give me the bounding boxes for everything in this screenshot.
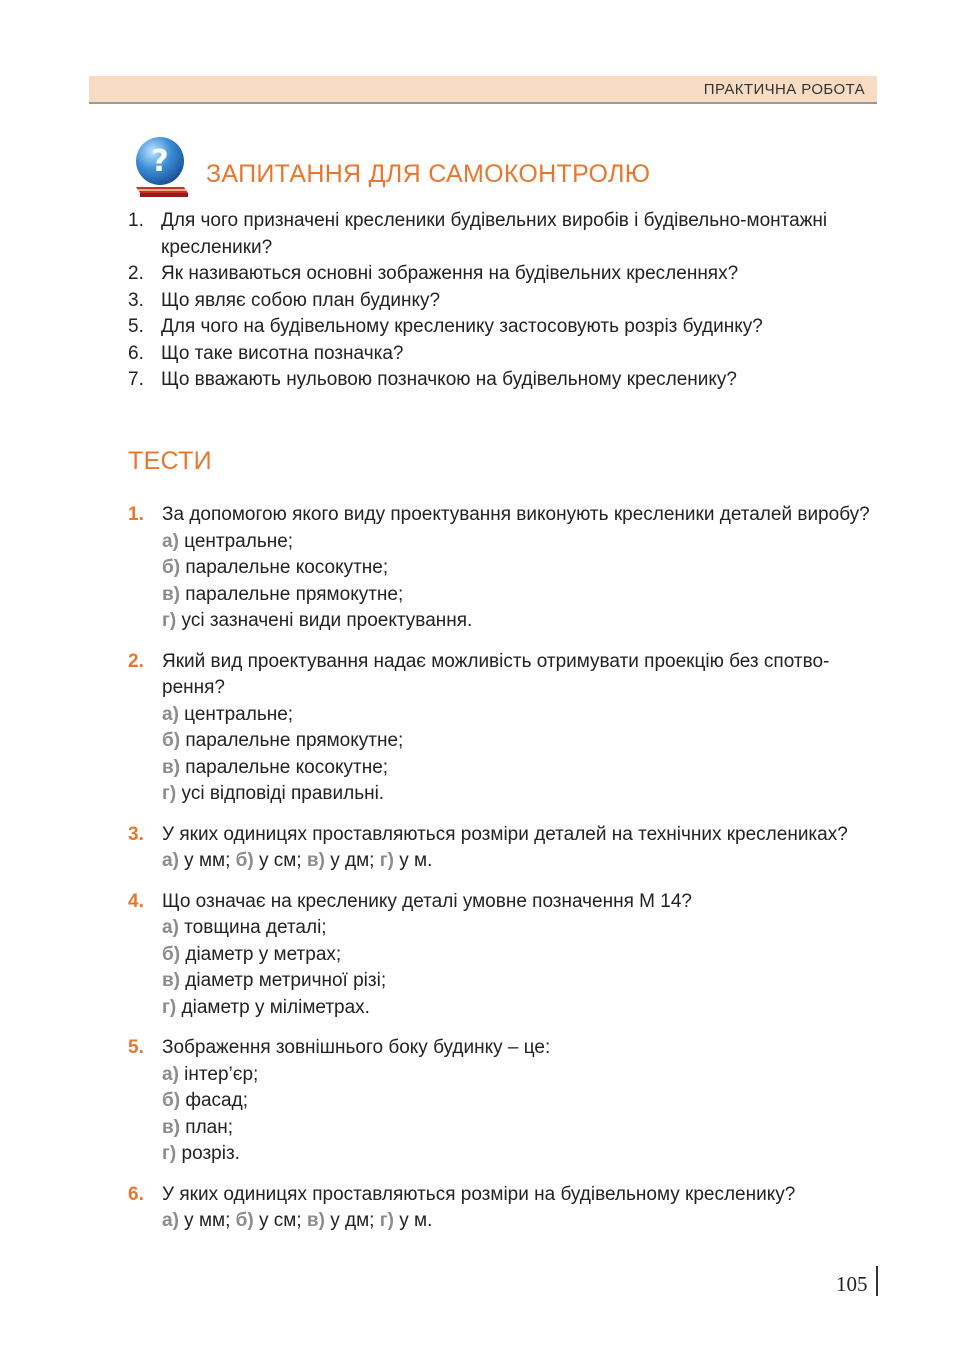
option [162, 608, 880, 635]
test-item [128, 502, 880, 635]
option-text: у дм; [324, 1210, 380, 1231]
test-number: 2. [128, 650, 144, 672]
option-letter: а) [162, 1210, 179, 1231]
item-text: Що вважають нульовою позначкою на будівельному кресленику? [161, 369, 738, 390]
list-item [128, 367, 880, 394]
test-question: Зображення зовнішнього боку будинку – це: [162, 1037, 551, 1058]
tests-title: ТЕСТИ [128, 447, 212, 475]
option-text: у мм; [178, 850, 236, 871]
option-text: інтер’єр; [178, 1063, 259, 1085]
option-letter: г) [162, 996, 177, 1018]
test-question: За допомогою якого виду проектування виконують кресленики деталей виробу? [162, 504, 870, 525]
option-letter: г) [162, 610, 177, 631]
option-letter: а) [162, 1063, 179, 1085]
option-text: центральне; [178, 703, 294, 725]
option-text: паралельне косокутне; [180, 756, 389, 778]
option-text: план; [180, 1116, 234, 1138]
test-number: 3. [128, 823, 144, 845]
option [162, 968, 880, 995]
option-text: у м. [393, 1210, 433, 1231]
option-letter: г) [162, 1143, 177, 1164]
option-text: розріз. [176, 1143, 240, 1164]
option-text: товщина деталі; [178, 917, 327, 938]
header-bar [89, 76, 877, 104]
list-item [128, 288, 880, 315]
self-control-title: ЗАПИТАННЯ ДЛЯ САМОКОНТРОЛЮ [206, 160, 651, 188]
option-text: фасад; [180, 1090, 248, 1111]
option-letter: г) [379, 1210, 394, 1231]
test-question: У яких одиницях проставляються розміри на будівельному кресленику? [162, 1183, 796, 1205]
test-item [128, 1035, 880, 1168]
option-text: паралельне прямокутне; [180, 583, 404, 605]
option-letter: в) [162, 970, 181, 991]
page-number-rule [876, 1266, 878, 1296]
test-number: 5. [128, 1037, 144, 1058]
inline-options [162, 1208, 880, 1235]
item-text: Що таке висотна позначка? [161, 342, 404, 364]
option-letter: б) [162, 557, 181, 578]
option-letter: в) [162, 756, 181, 778]
test-number: 1. [128, 504, 144, 525]
test-item [128, 1182, 880, 1235]
option-letter: а) [162, 530, 179, 552]
item-text: Для чого на будівельному кресленику застосовують розріз будинку? [161, 316, 763, 337]
item-number: 3. [128, 289, 144, 311]
option-letter: а) [162, 917, 179, 938]
option-letter: г) [379, 850, 394, 871]
option-text: паралельне прямокутне; [180, 730, 404, 751]
inline-options [162, 848, 880, 875]
question-mark-book-icon [128, 135, 194, 201]
option-letter: г) [162, 783, 177, 804]
self-control-list [128, 208, 880, 394]
option-text: діаметр у міліметрах. [176, 996, 370, 1018]
option-letter: б) [162, 730, 181, 751]
list-item [128, 341, 880, 368]
option [162, 582, 880, 609]
option-text: усі відповіді правильні. [176, 783, 385, 804]
option [162, 555, 880, 582]
option-text: у см; [253, 850, 307, 871]
item-number: 2. [128, 263, 144, 284]
item-text: Для чого призначені кресленики будівельних виробів і будівельно-монтажні кресленики? [161, 210, 828, 258]
list-item [128, 261, 880, 288]
item-text: Що являє собою план будинку? [161, 289, 441, 311]
test-item [128, 822, 880, 875]
option-letter: б) [162, 943, 181, 965]
option-text: паралельне косокутне; [180, 557, 389, 578]
option-text: діаметр метричної різі; [180, 970, 387, 991]
option-letter: б) [235, 850, 254, 871]
option-text: у мм; [178, 1210, 236, 1231]
list-item [128, 208, 880, 261]
option [162, 1141, 880, 1168]
option [162, 1115, 880, 1142]
option-text: у дм; [324, 850, 380, 871]
tests-list [128, 502, 880, 1249]
option [162, 995, 880, 1022]
item-text: Як називаються основні зображення на будівельних кресленнях? [161, 263, 739, 284]
option [162, 728, 880, 755]
test-question: У яких одиницях проставляються розміри деталей на технічних креслениках? [162, 823, 848, 845]
option [162, 755, 880, 782]
test-number: 6. [128, 1183, 144, 1205]
option [162, 781, 880, 808]
option-letter: б) [235, 1210, 254, 1231]
option [162, 942, 880, 969]
option-text: центральне; [178, 530, 294, 552]
option [162, 1062, 880, 1089]
option-text: усі зазначені види проектування. [176, 610, 473, 631]
page-number: 105 [836, 1272, 868, 1296]
option-letter: в) [306, 1210, 325, 1231]
option-letter: в) [162, 583, 181, 605]
option [162, 529, 880, 556]
test-number: 4. [128, 890, 144, 912]
option-letter: в) [306, 850, 325, 871]
svg-text:?: ? [151, 144, 169, 179]
list-item [128, 314, 880, 341]
test-question: Який вид проектування надає можливість отримувати проекцію без спотво-рення? [162, 650, 830, 698]
item-number: 7. [128, 369, 144, 390]
option-text: у см; [253, 1210, 307, 1231]
item-number: 5. [128, 316, 144, 337]
option-text: діаметр у метрах; [180, 943, 342, 965]
option-letter: а) [162, 850, 179, 871]
test-item [128, 889, 880, 1022]
option [162, 915, 880, 942]
test-item [128, 649, 880, 808]
option-letter: б) [162, 1090, 181, 1111]
item-number: 6. [128, 342, 144, 364]
test-question: Що означає на кресленику деталі умовне позначення М 14? [162, 890, 692, 912]
option [162, 702, 880, 729]
option [162, 1088, 880, 1115]
header-label: ПРАКТИЧНА РОБОТА [703, 81, 865, 98]
item-number: 1. [128, 210, 144, 231]
option-letter: а) [162, 703, 179, 725]
option-letter: в) [162, 1116, 181, 1138]
option-text: у м. [393, 850, 433, 871]
